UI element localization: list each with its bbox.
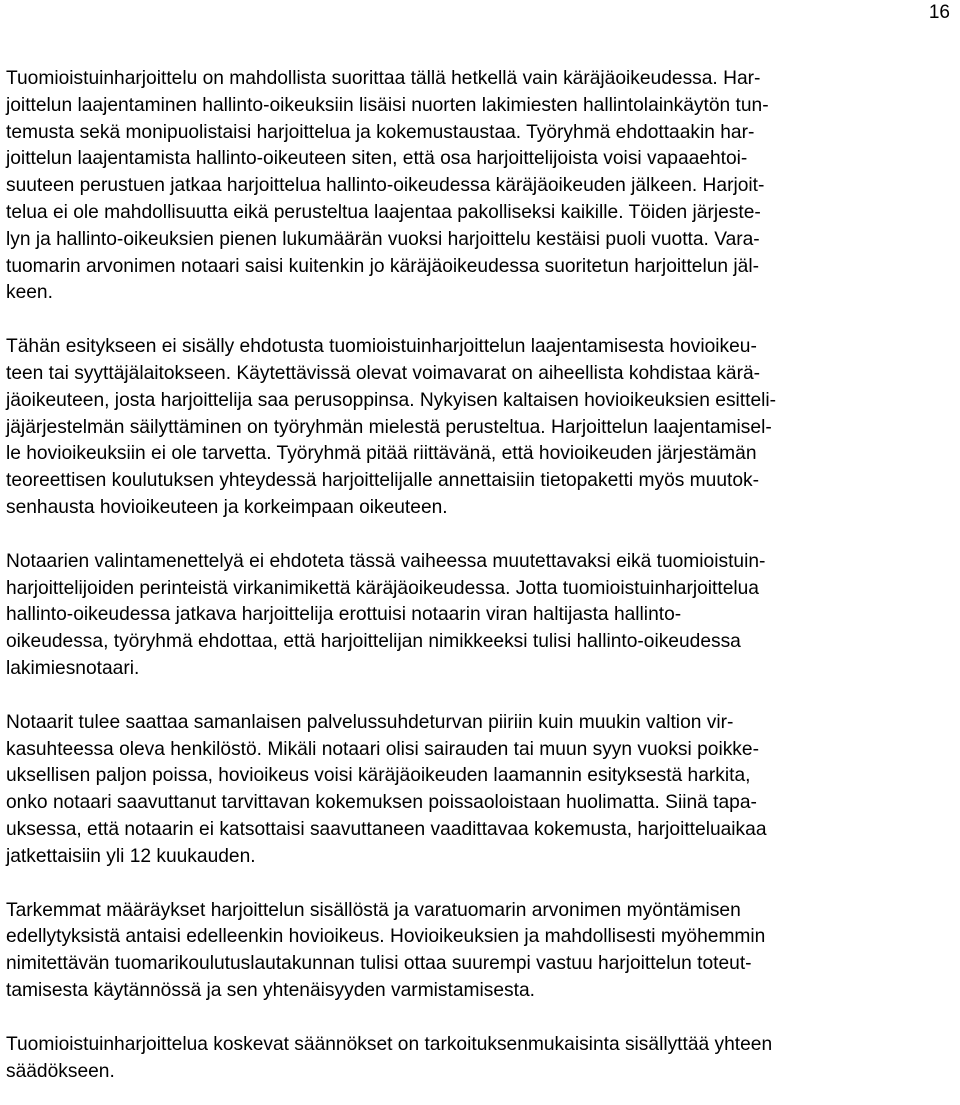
paragraph-spacer bbox=[6, 871, 946, 898]
text-line: tamisesta käytännössä ja sen yhtenäisyyden varmistamisesta. bbox=[6, 979, 535, 1001]
text-line: onko notaari saavuttanut tarvittavan kokemuksen poissaoloistaan huolimatta. Siinä tapa- bbox=[6, 792, 757, 814]
paragraph-1 bbox=[6, 66, 946, 307]
text-line: le hovioikeuksiin ei ole tarvetta. Työryhmä pitää riittävänä, että hovioikeuden järjestämän bbox=[6, 443, 757, 465]
paragraph-5 bbox=[6, 898, 946, 1005]
text-line: uksessa, että notaarin ei katsottaisi saavuttaneen vaadittavaa kokemusta, harjoitteluaikaa bbox=[6, 818, 767, 840]
text-line: Tuomioistuinharjoittelua koskevat säännökset on tarkoituksenmukaisinta sisällyttää yhteen bbox=[6, 1033, 773, 1055]
text-line: hallinto-oikeudessa jatkava harjoittelija erottuisi notaarin viran haltijasta hallinto- bbox=[6, 604, 682, 626]
text-line: teoreettisen koulutuksen yhteydessä harjoittelijalle annettaisiin tietopaketti myös muutok- bbox=[6, 470, 759, 492]
paragraph-2 bbox=[6, 334, 946, 522]
text-line: keen. bbox=[6, 282, 53, 304]
text-line: Notaarit tulee saattaa samanlaisen palvelussuhdeturvan piiriin kuin muukin valtion vir- bbox=[6, 711, 734, 733]
page-number: 16 bbox=[928, 2, 950, 23]
text-line: telua ei ole mahdollisuutta eikä perusteltua laajentaa pakolliseksi kaikille. Töiden järjeste- bbox=[6, 201, 761, 223]
text-line: edellytyksistä antaisi edelleenkin hovioikeus. Hovioikeuksien ja mahdollisesti myöhemmin bbox=[6, 926, 766, 948]
paragraph-spacer bbox=[6, 307, 946, 334]
text-line: säädökseen. bbox=[6, 1060, 115, 1082]
text-line: suuteen perustuen jatkaa harjoittelua hallinto-oikeudessa käräjäoikeuden jälkeen. Harjoit- bbox=[6, 175, 765, 197]
text-line: jäoikeuteen, josta harjoittelija saa perusoppinsa. Nykyisen kaltaisen hovioikeuksien esitteli- bbox=[6, 389, 777, 411]
text-line: temusta sekä monipuolistaisi harjoittelua ja kokemustaustaa. Työryhmä ehdottaakin har- bbox=[6, 121, 755, 143]
document-body bbox=[6, 66, 946, 1085]
text-line: joittelun laajentaminen hallinto-oikeuksiin lisäisi nuorten lakimiesten hallintolainkäytön tun- bbox=[6, 94, 769, 116]
text-line: senhausta hovioikeuteen ja korkeimpaan oikeuteen. bbox=[6, 496, 448, 518]
text-line: nimitettävän tuomarikoulutuslautakunnan tulisi ottaa suurempi vastuu harjoittelun toteut- bbox=[6, 953, 752, 975]
text-line: lyn ja hallinto-oikeuksien pienen lukumäärän vuoksi harjoittelu kestäisi puoli vuotta. Vara- bbox=[6, 228, 760, 250]
paragraph-4 bbox=[6, 710, 946, 871]
text-line: harjoittelijoiden perinteistä virkanimikettä käräjäoikeudessa. Jotta tuomioistuinharjoittelua bbox=[6, 577, 759, 599]
text-line: tuomarin arvonimen notaari saisi kuitenkin jo käräjäoikeudessa suoritetun harjoittelun jäl- bbox=[6, 255, 759, 277]
paragraph-spacer bbox=[6, 1005, 946, 1032]
paragraph-spacer bbox=[6, 522, 946, 549]
paragraph-spacer bbox=[6, 683, 946, 710]
text-line: lakimiesnotaari. bbox=[6, 657, 140, 679]
text-line: Tuomioistuinharjoittelu on mahdollista suorittaa tällä hetkellä vain käräjäoikeudessa. Har- bbox=[6, 68, 761, 89]
text-line: oikeudessa, työryhmä ehdottaa, että harjoittelijan nimikkeeksi tulisi hallinto-oikeudessa bbox=[6, 631, 741, 653]
text-line: jäjärjestelmän säilyttäminen on työryhmän mielestä perusteltua. Harjoittelun laajentamisel- bbox=[6, 416, 772, 438]
text-line: teen tai syyttäjälaitokseen. Käytettävissä olevat voimavarat on aiheellista kohdistaa kärä- bbox=[6, 362, 761, 384]
text-line: jatkettaisiin yli 12 kuukauden. bbox=[6, 845, 256, 867]
paragraph-3 bbox=[6, 549, 946, 683]
text-line: uksellisen paljon poissa, hovioikeus voisi käräjäoikeuden laamannin esityksestä harkita, bbox=[6, 765, 751, 787]
text-line: Tarkemmat määräykset harjoittelun sisällöstä ja varatuomarin arvonimen myöntämisen bbox=[6, 899, 741, 921]
text-line: Tähän esitykseen ei sisälly ehdotusta tuomioistuinharjoittelun laajentamisesta hovioikeu- bbox=[6, 336, 757, 358]
text-line: Notaarien valintamenettelyä ei ehdoteta tässä vaiheessa muutettavaksi eikä tuomioistuin- bbox=[6, 550, 766, 572]
paragraph-6 bbox=[6, 1032, 946, 1086]
text-line: joittelun laajentamista hallinto-oikeuteen siten, että osa harjoittelijoista voisi vapaaehtoi- bbox=[6, 148, 748, 170]
text-line: kasuhteessa oleva henkilöstö. Mikäli notaari olisi sairauden tai muun syyn vuoksi poikke- bbox=[6, 738, 759, 760]
